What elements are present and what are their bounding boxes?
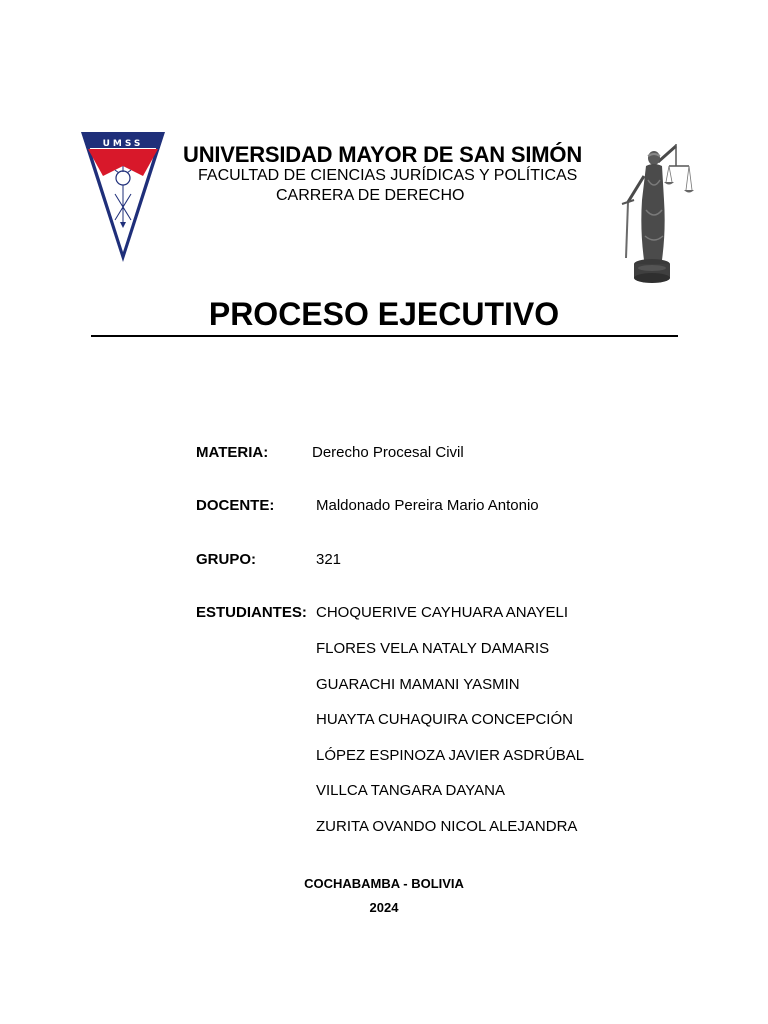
faculty-name: FACULTAD DE CIENCIAS JURÍDICAS Y POLÍTICAS (198, 167, 578, 184)
document-title: PROCESO EJECUTIVO (208, 296, 560, 332)
student-item: FLORES VELA NATALY DAMARIS (316, 640, 550, 657)
materia-value: Derecho Procesal Civil (312, 444, 464, 461)
university-name: UNIVERSIDAD MAYOR DE SAN SIMÓN (183, 142, 583, 167)
umss-shield-icon (79, 128, 167, 264)
docente-label: DOCENTE: (196, 497, 275, 514)
student-item: VILLCA TANGARA DAYANA (316, 782, 505, 799)
title-underline (91, 335, 678, 337)
grupo-value: 321 (316, 551, 342, 568)
lady-justice-icon (614, 140, 696, 288)
year: 2024 (369, 900, 399, 915)
docente-value: Maldonado Pereira Mario Antonio (316, 497, 539, 514)
student-item: HUAYTA CUHAQUIRA CONCEPCIÓN (316, 711, 573, 728)
estudiantes-label: ESTUDIANTES: (196, 604, 307, 621)
grupo-label: GRUPO: (196, 551, 256, 568)
student-item: LÓPEZ ESPINOZA JAVIER ASDRÚBAL (316, 747, 585, 764)
student-item: CHOQUERIVE CAYHUARA ANAYELI (316, 604, 569, 621)
student-item: GUARACHI MAMANI YASMIN (316, 676, 520, 693)
career-name: CARRERA DE DERECHO (276, 187, 465, 204)
student-item: ZURITA OVANDO NICOL ALEJANDRA (316, 818, 578, 835)
materia-label: MATERIA: (196, 444, 269, 461)
logo-text: UMSS (102, 139, 144, 149)
city-country: COCHABAMBA - BOLIVIA (304, 876, 464, 891)
